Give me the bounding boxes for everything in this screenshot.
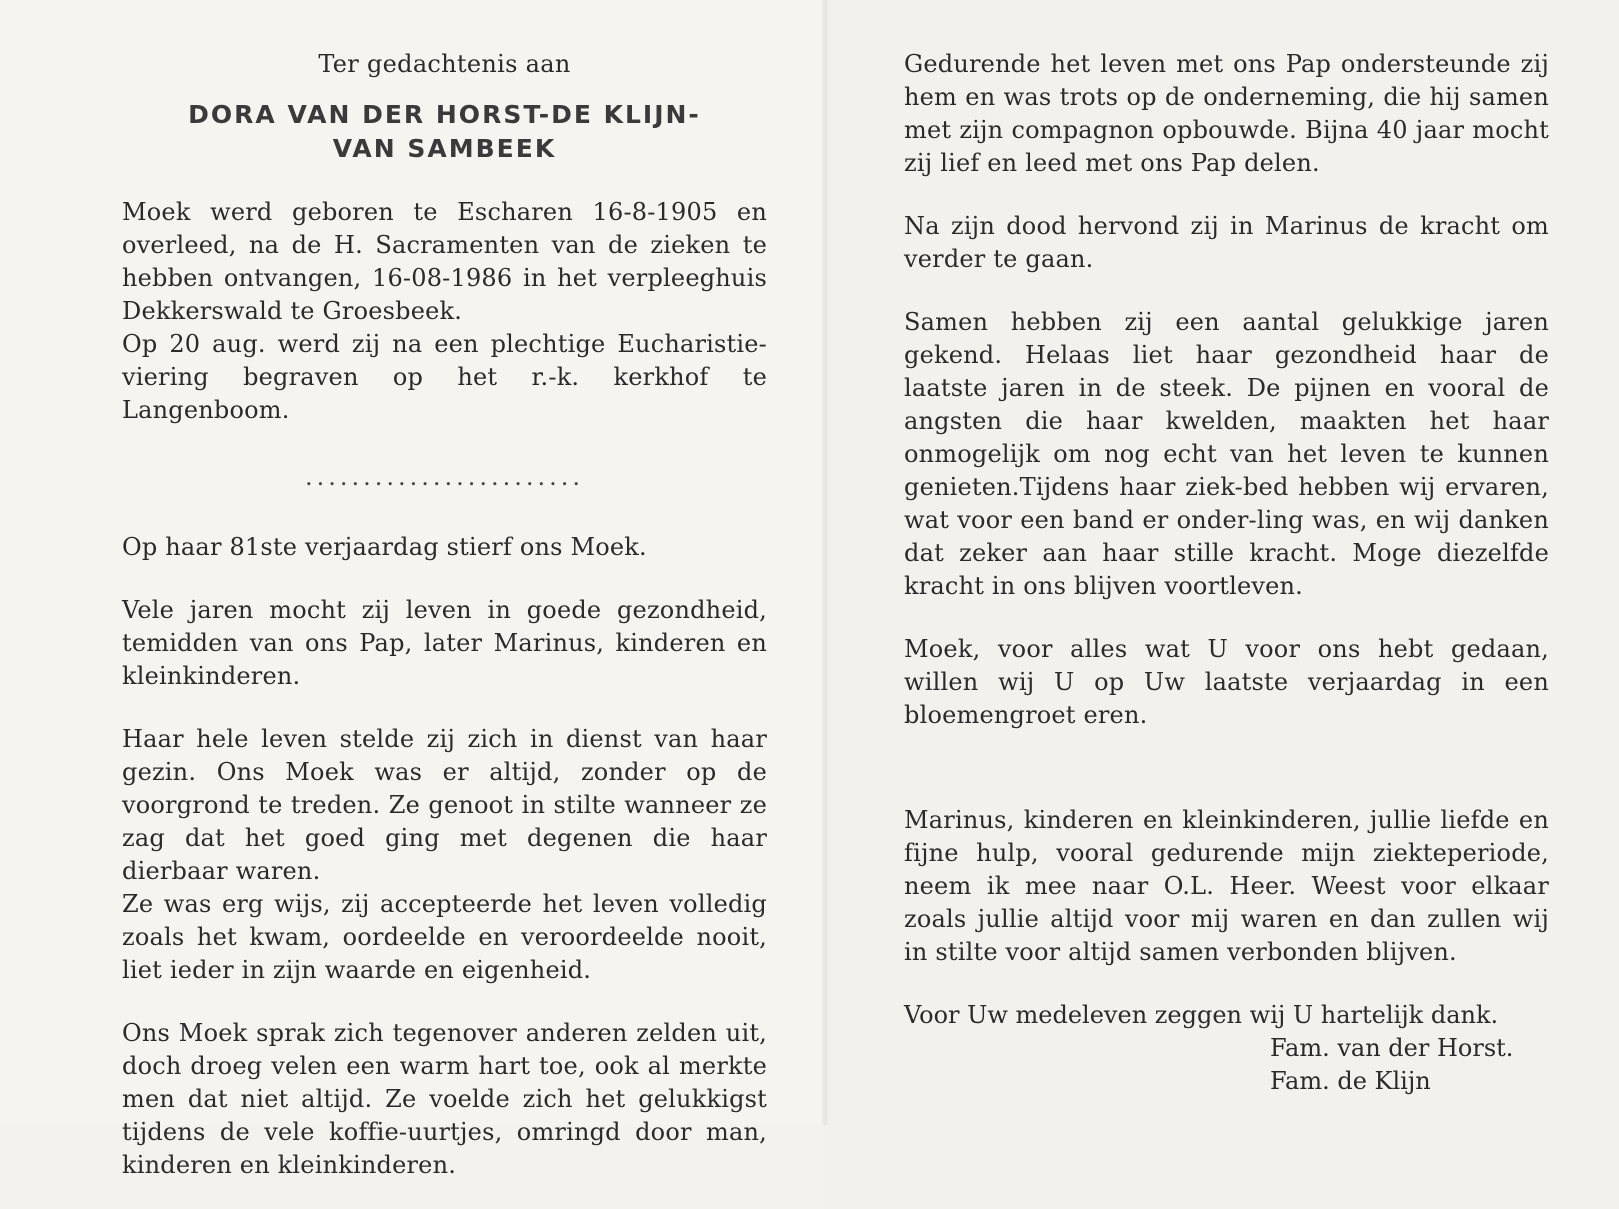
birth-death-paragraph: Moek werd geboren te Escharen 16-8-1905 en overleed, na de H. Sacramenten van de zieken te hebben ontvangen, 16-08-1986 in het verpleeghuis Dekkerswald te Groesbeek. (122, 198, 767, 325)
family-paragraph: Haar hele leven stelde zij zich in dienst van haar gezin. Ons Moek was er altijd, zonder op de voorgrond te treden. Ze genoot in stilte wanneer ze zag dat het goed ging met degenen die haar dierbaar waren. (122, 725, 767, 885)
health-paragraph: Vele jaren mocht zij leven in goede gezondheid, temidden van ons Pap, later Marinus, kinderen en kleinkinderen. (122, 596, 767, 690)
signature-klijn: Fam. de Klijn (1270, 1067, 1431, 1095)
left-column (122, 48, 767, 1182)
name-line-2: VAN SAMBEEK (332, 134, 557, 163)
birthday-paragraph: Op haar 81ste verjaardag stierf ons Moek. (122, 533, 647, 561)
thanks-line: Voor Uw medeleven zeggen wij U hartelijk dank. (904, 1001, 1499, 1029)
gratitude-paragraph: Moek, voor alles wat U voor ons hebt gedaan, willen wij U op Uw laatste verjaardag in een bloemengroet eren. (904, 635, 1549, 729)
right-column (904, 48, 1549, 1098)
warmth-paragraph: Ons Moek sprak zich tegenover anderen zelden uit, doch droeg velen een warm hart toe, ook al merkte men dat niet altijd. Ze voelde zich het gelukkigst tijdens de vele koffie-uurtjes, omringd door man, kinderen en kleinkinderen. (122, 1019, 767, 1179)
deceased-name (122, 98, 767, 166)
strength-paragraph: Na zijn dood hervond zij in Marinus de kracht om verder te gaan. (904, 212, 1549, 273)
fold-line (822, 0, 828, 1125)
signature-horst: Fam. van der Horst. (1270, 1034, 1514, 1062)
funeral-paragraph: Op 20 aug. werd zij na een plechtige Eucharistie-viering begraven op het r.-k. kerkhof te Langenboom. (122, 330, 767, 424)
company-paragraph: Gedurende het leven met ons Pap ondersteunde zij hem en was trots op de onderneming, die hij samen met zijn compagnon opbouwde. Bijna 40 jaar mocht zij lief en leed met ons Pap delen. (904, 50, 1549, 177)
illness-paragraph: Samen hebben zij een aantal gelukkige jaren gekend. Helaas liet haar gezondheid haar de laatste jaren in de steek. De pijnen en vooral de angsten die haar kwelden, maakten het haar onmogelijk om nog echt van het leven te kunnen genieten.Tijdens haar ziek-bed hebben wij ervaren, wat voor een band er onder-ling was, en wij danken dat zeker aan haar stille kracht. Moge diezelfde kracht in ons blijven voortleven. (904, 308, 1549, 600)
farewell-paragraph: Marinus, kinderen en kleinkinderen, jullie liefde en fijne hulp, vooral gedurende mijn ziekteperiode, neem ik mee naar O.L. Heer. Weest voor elkaar zoals jullie altijd voor mij waren en dan zullen wij in stilte voor altijd samen verbonden blijven. (904, 806, 1549, 966)
intro-text: Ter gedachtenis aan (318, 50, 571, 78)
name-line-1: DORA VAN DER HORST-DE KLIJN- (188, 100, 701, 129)
dotted-separator: ........................ (304, 463, 585, 491)
wisdom-paragraph: Ze was erg wijs, zij accepteerde het leven volledig zoals het kwam, oordeelde en veroordeelde nooit, liet ieder in zijn waarde en eigenheid. (122, 890, 767, 984)
